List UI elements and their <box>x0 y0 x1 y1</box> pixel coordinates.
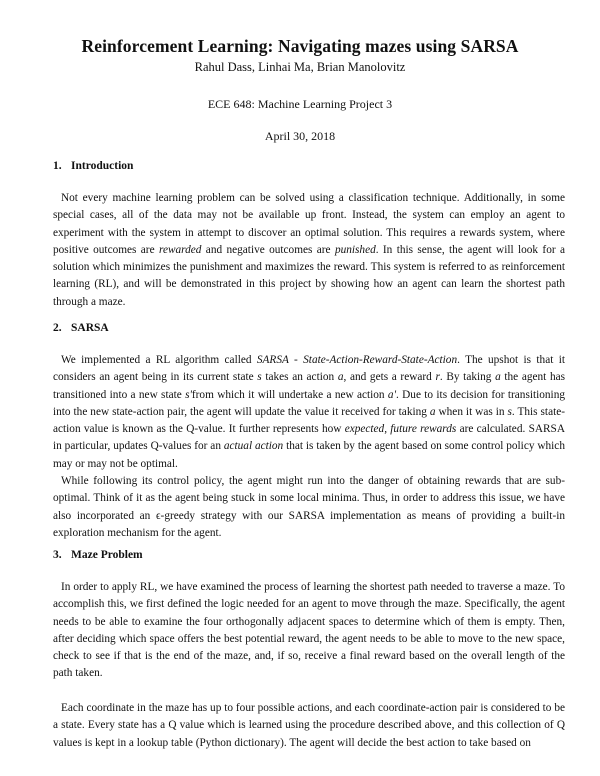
paragraph-introduction <box>53 190 565 311</box>
text-run: . This state-action value is known as the Q-value. It further represents how <box>53 405 565 436</box>
text-run-italic: r <box>435 371 440 384</box>
text-run-italic: s' <box>185 388 192 401</box>
text-run: Each coordinate in the maze has up to four possible actions, and each coordinate-action pair is considered to be a state. Every state has a Q value which is learned using the procedure described above, and this collection of Q values is kept in a lookup table (Python dictionary). The agent will decide the best action to take based on <box>53 702 565 749</box>
paragraph-maze-qvalues <box>53 700 565 752</box>
section-heading-sarsa <box>53 322 109 334</box>
paper-date: April 30, 2018 <box>264 129 336 143</box>
text-run: While following its control policy, the agent might run into the danger of obtaining rewards that are sub-optimal. Think of it as the agent being stuck in some local minima. Thus, in order to address this issue, we have also incorporated an ϵ-greedy strategy with our SARSA implementation as means of providing a built-in exploration mechanism for the agent. <box>53 475 565 539</box>
text-run: from which it will undertake a new action <box>191 388 388 401</box>
text-run-italic: s <box>507 405 512 418</box>
text-run: Not every machine learning problem can be solved using a classification technique. Additionally, in some special cases, all of the data may not be available up front. Instead, the system can employ an agent to experiment with the system in attempt to discover an optimal solution. This requires a rewards system, where positive outcomes are <box>53 192 565 256</box>
paragraph-sarsa-definition <box>53 352 565 473</box>
text-run: , and gets a reward <box>343 371 436 384</box>
text-run-italic: actual action <box>223 440 284 453</box>
text-run: . By taking <box>439 371 496 384</box>
paragraph-sarsa-exploration <box>53 473 565 542</box>
section-number: 3. <box>53 549 62 561</box>
text-run-italic: s <box>257 371 262 384</box>
text-run-italic: rewarded <box>158 243 202 256</box>
text-run: the agent has transitioned into a new state <box>53 371 566 401</box>
text-run-italic: a <box>495 371 501 384</box>
text-run: that is taken by the agent based on some control policy which may or may not be optimal. <box>53 440 565 470</box>
text-run: . In this sense, the agent will look for a solution which minimizes the punishment and maximizes the reward. This system is referred to as reinforcement learning (RL), and will be demonstrated in this project by showing how an agent can learn the shortest path through a maze. <box>53 243 565 308</box>
section-number: 2. <box>53 322 62 334</box>
paragraph-maze-logic <box>53 579 565 683</box>
text-run: . Due to its decision for transitioning into the new state-action pair, the agent will update the value it received for taking <box>53 388 565 418</box>
text-run-italic: expected, future rewards <box>344 423 457 436</box>
text-run: when it was in <box>435 405 508 418</box>
section-heading-maze-problem <box>53 549 143 561</box>
section-heading-introduction <box>53 160 133 172</box>
section-title: Introduction <box>71 160 134 172</box>
text-run-italic: punished <box>334 243 376 256</box>
text-run: are calculated. SARSA in particular, updates Q-values for an <box>53 423 565 453</box>
paper-title: Reinforcement Learning: Navigating mazes using SARSA <box>81 36 519 56</box>
text-run: . The upshot is that it considers an agent being in its current state <box>53 354 565 384</box>
text-run-italic: SARSA - State-Action-Reward-State-Action <box>256 354 458 366</box>
section-title: SARSA <box>71 322 109 334</box>
section-title: Maze Problem <box>71 549 143 561</box>
text-run-italic: a <box>337 371 344 384</box>
text-run: takes an action <box>261 371 338 384</box>
section-number: 1. <box>53 160 62 172</box>
text-run: We implemented a RL algorithm called <box>61 354 257 366</box>
text-run-italic: a <box>429 405 436 418</box>
text-run-italic: a' <box>387 388 396 401</box>
paper-authors: Rahul Dass, Linhai Ma, Brian Manolovitz <box>194 60 406 74</box>
text-run: In order to apply RL, we have examined the process of learning the shortest path needed to traverse a maze. To accomplish this, we first defined the logic needed for an agent to move through the maze. Specifically, the agent needs to be able to examine the four orthogonally adjacent spaces to determine which of them is empty. Then, after deciding which space offers the best potential reward, the agent needs to be able to move to the new space, check to see if that is the end of the maze, and, if so, receive a final reward based on the overall length of the path taken. <box>53 581 565 680</box>
course-name: ECE 648: Machine Learning Project 3 <box>207 97 393 111</box>
text-run: and negative outcomes are <box>201 243 335 256</box>
